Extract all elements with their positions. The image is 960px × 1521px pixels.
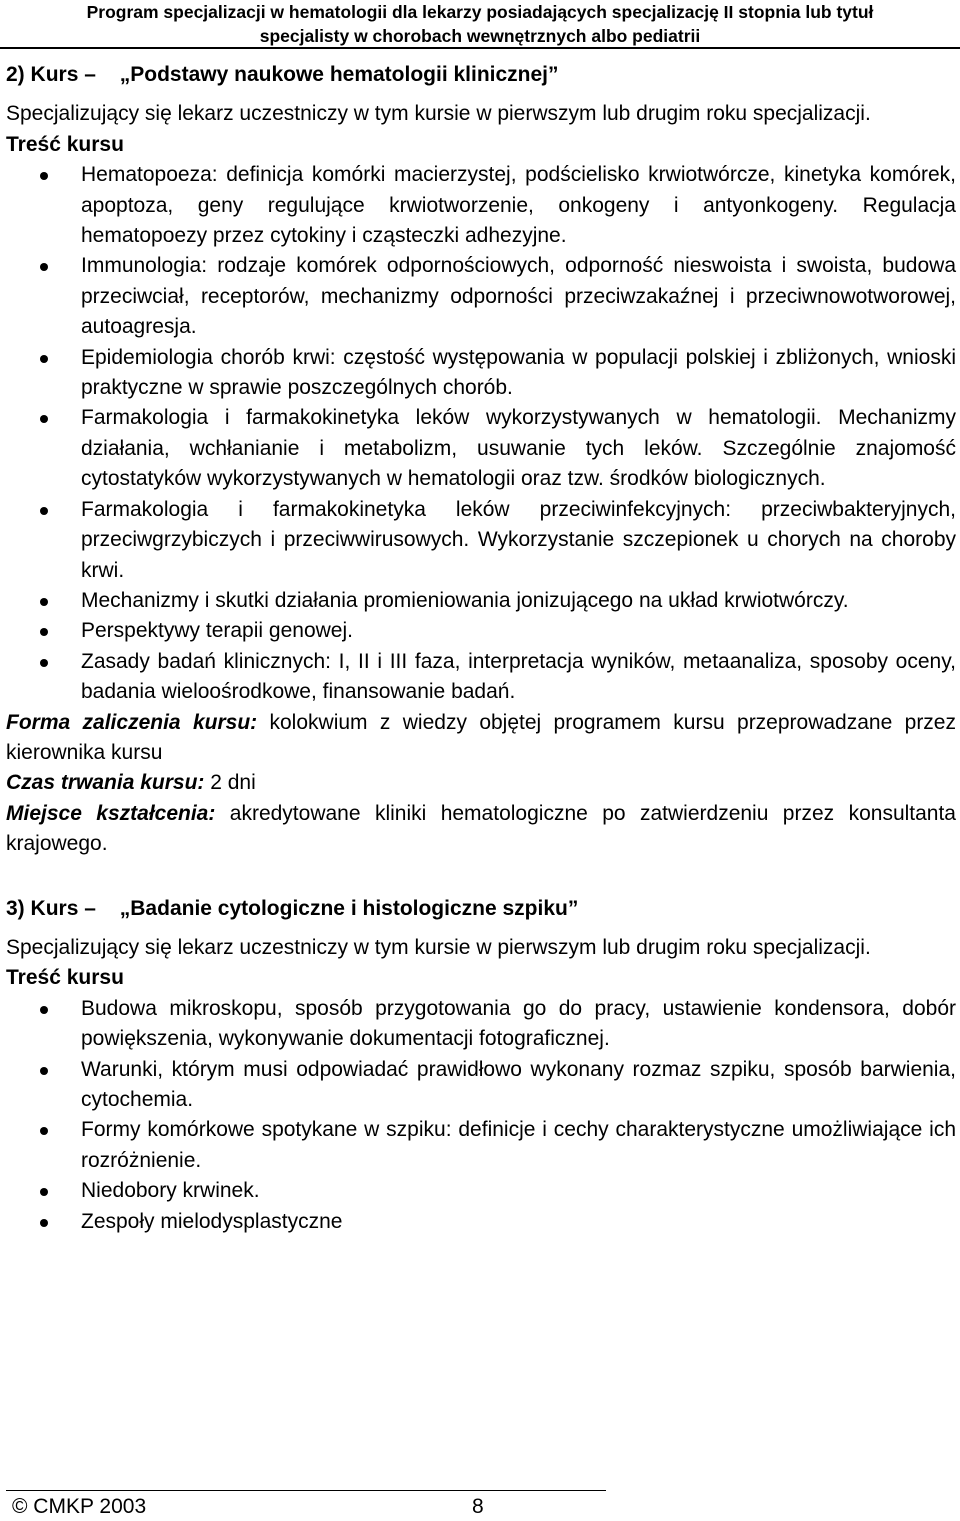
- course-2-duration: [6, 768, 956, 798]
- course-2-content-label: Treść kursu: [6, 132, 124, 156]
- bullet-icon: [40, 507, 48, 515]
- list-item: Niedobory krwinek.: [6, 1176, 956, 1206]
- course-3-dash: –: [84, 896, 96, 920]
- list-item: Formy komórkowe spotykane w szpiku: definicje i cechy charakterystyczne umożliwiające ich rozróżnienie.: [6, 1115, 956, 1176]
- course-2-dash: –: [84, 63, 96, 86]
- course-2-kurs-word: Kurs: [30, 63, 79, 86]
- list-item: Epidemiologia chorób krwi: częstość występowania w populacji polskiej i zbliżonych, wnioski praktyczne w sprawie poszczególnych chorób.: [6, 343, 956, 404]
- bullet-icon: [40, 1188, 48, 1196]
- course-2-place-label: Miejsce kształcenia:: [6, 801, 216, 825]
- bullet-icon: [40, 263, 48, 271]
- course-3-kurs-word: Kurs: [30, 896, 79, 920]
- course-2-title: „Podstawy naukowe hematologii klinicznej”: [119, 63, 559, 86]
- course-2-heading: [6, 60, 956, 90]
- page-footer: [6, 1490, 606, 1518]
- list-item: Hematopoeza: definicja komórki macierzystej, podścielisko krwiotwórcze, kinetyka komórek, apoptoza, geny regulujące krwiotworzenie, onkogeny i antyonkogeny. Regulacja hematopoezy przez cytokiny i cząsteczki adhezyjne.: [6, 160, 956, 251]
- bullet-icon: [40, 598, 48, 606]
- course-3-heading: [6, 894, 956, 924]
- course-3-title: „Badanie cytologiczne i histologiczne szpiku”: [119, 896, 579, 920]
- page-number: 8: [472, 1495, 484, 1518]
- course-2-place: [6, 799, 956, 860]
- bullet-icon: [40, 1219, 48, 1227]
- list-item: Farmakologia i farmakokinetyka leków przeciwinfekcyjnych: przeciwbakteryjnych, przeciwgrzybiczych i przeciwwirusowych. Wykorzystanie szczepionek u chorych na choroby krwi.: [6, 495, 956, 586]
- bullet-icon: [40, 1127, 48, 1135]
- bullet-icon: [40, 1067, 48, 1075]
- course-2-place-text: akredytowane kliniki hematologiczne po zatwierdzeniu przez konsultanta krajowego.: [6, 801, 956, 856]
- bullet-icon: [40, 355, 48, 363]
- course-2-number: 2): [6, 63, 25, 86]
- course-3-content-list: [6, 994, 956, 1237]
- list-item: Zasady badań klinicznych: I, II i III faza, interpretacja wyników, metaanaliza, sposoby oceny, badania wieloośrodkowe, finansowanie badań.: [6, 647, 956, 708]
- page-header: [0, 0, 960, 49]
- document-body: [6, 60, 956, 1237]
- course-2-form: [6, 708, 956, 769]
- header-line-2: specjalisty w chorobach wewnętrznych albo pediatrii: [259, 26, 701, 46]
- course-2-duration-text: 2 dni: [204, 771, 256, 795]
- bullet-icon: [40, 659, 48, 667]
- bullet-icon: [40, 172, 48, 180]
- list-item: Immunologia: rodzaje komórek odpornościowych, odporność nieswoista i swoista, budowa przeciwciał, receptorów, mechanizmy odporności przeciwzakaźnej i przeciwnowotworowej, autoagresja.: [6, 251, 956, 342]
- course-2-content-list: [6, 160, 956, 707]
- copyright-text: © CMKP 2003: [12, 1495, 147, 1518]
- course-3-intro: Specjalizujący się lekarz uczestniczy w tym kursie w pierwszym lub drugim roku specjalizacji.: [6, 935, 871, 959]
- list-item: Warunki, którym musi odpowiadać prawidłowo wykonany rozmaz szpiku, sposób barwienia, cytochemia.: [6, 1055, 956, 1116]
- course-3-content-label: Treść kursu: [6, 966, 124, 990]
- course-2-duration-label: Czas trwania kursu:: [6, 771, 205, 795]
- list-item: Budowa mikroskopu, sposób przygotowania go do pracy, ustawienie kondensora, dobór powiększenia, wykonywanie dokumentacji fotograficznej.: [6, 994, 956, 1055]
- header-line-1: Program specjalizacji w hematologii dla lekarzy posiadających specjalizację II stopnia lub tytuł: [86, 2, 874, 22]
- bullet-icon: [40, 1006, 48, 1014]
- list-item: Perspektywy terapii genowej.: [6, 616, 956, 646]
- list-item: Zespoły mielodysplastyczne: [6, 1207, 956, 1237]
- bullet-icon: [40, 628, 48, 636]
- course-2-intro: Specjalizujący się lekarz uczestniczy w tym kursie w pierwszym lub drugim roku specjalizacji.: [6, 102, 871, 126]
- list-item: Farmakologia i farmakokinetyka leków wykorzystywanych w hematologii. Mechanizmy działania, wchłanianie i metabolizm, usuwanie tych leków. Szczególnie znajomość cytostatyków wykorzystywanych w hematologii oraz tzw. środków biologicznych.: [6, 403, 956, 494]
- course-3-number: 3): [6, 896, 25, 920]
- section-spacer: [6, 860, 956, 894]
- course-2-form-label: Forma zaliczenia kursu:: [6, 710, 258, 734]
- course-2-form-text: kolokwium z wiedzy objętej programem kursu przeprowadzane przez kierownika kursu: [6, 710, 956, 764]
- list-item: Mechanizmy i skutki działania promieniowania jonizującego na układ krwiotwórczy.: [6, 586, 956, 616]
- bullet-icon: [40, 415, 48, 423]
